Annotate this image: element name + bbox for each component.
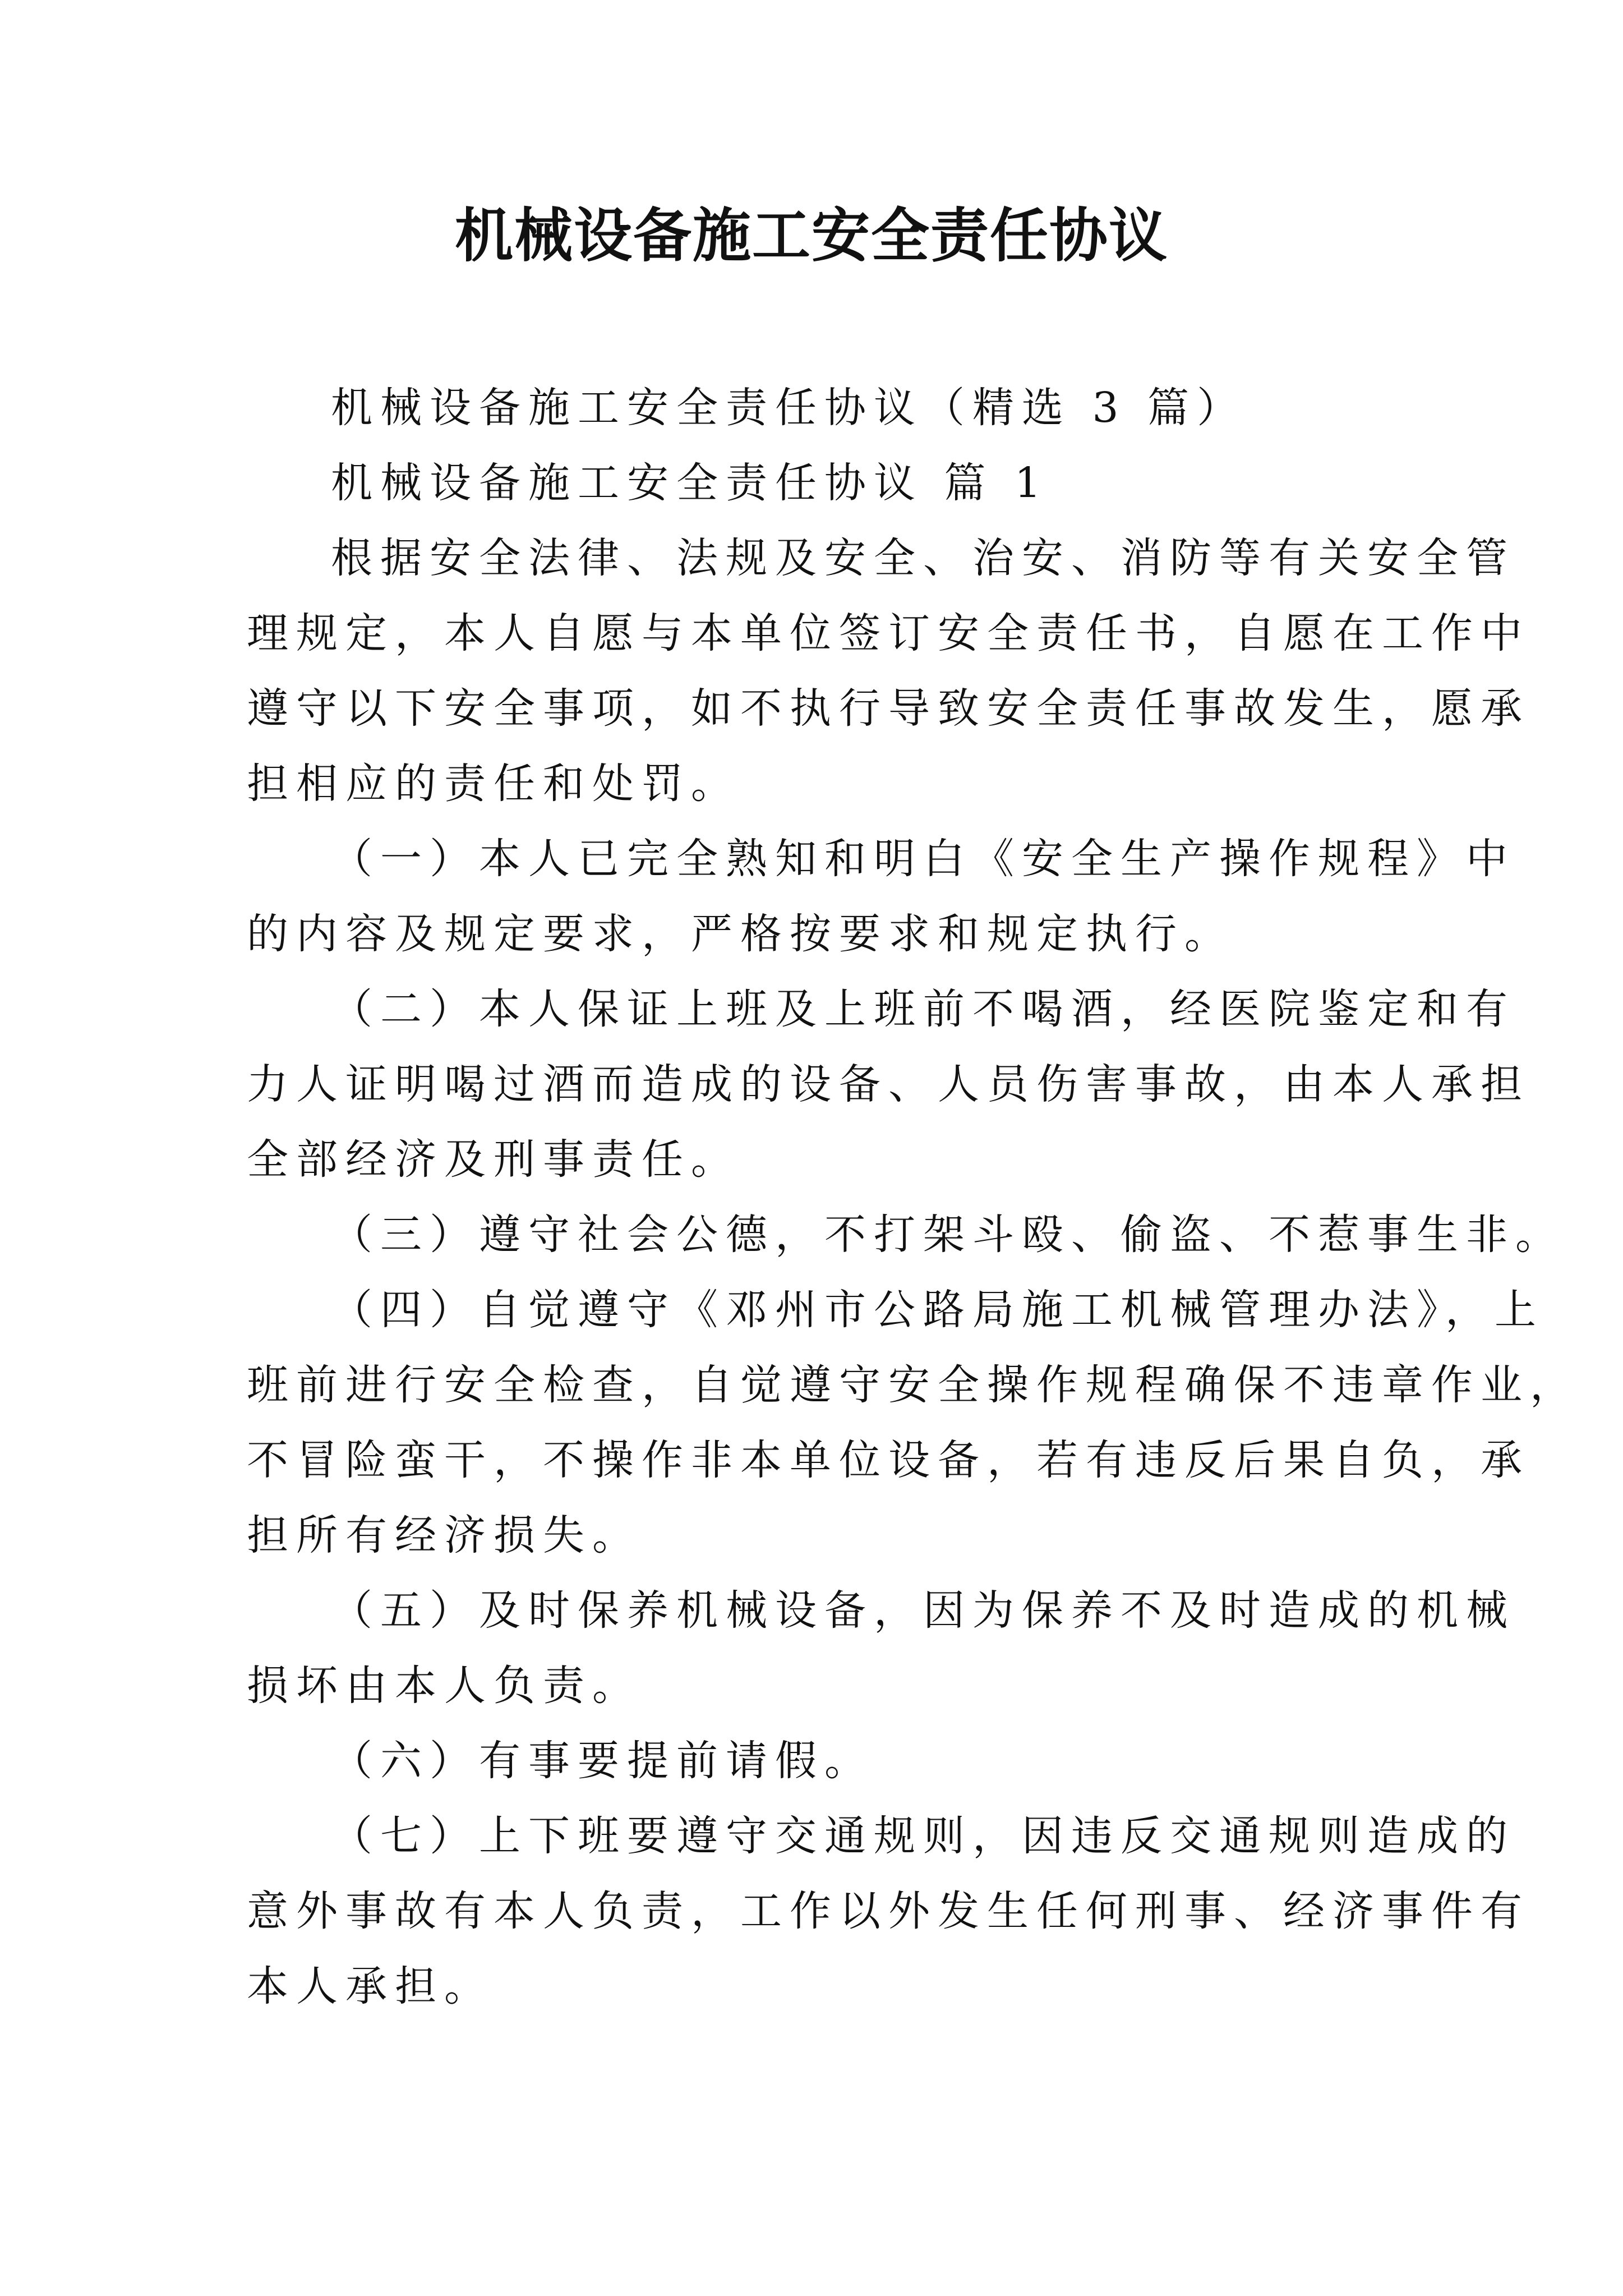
body-line: （六）有事要提前请假。 (331, 1737, 874, 1785)
body-line: 遵守以下安全事项，如不执行导致安全责任事故发生，愿承 (247, 684, 1530, 733)
body-line: 力人证明喝过酒而造成的设备、人员伤害事故，由本人承担 (247, 1060, 1530, 1108)
body-line: 根据安全法律、法规及安全、治安、消防等有关安全管 (331, 534, 1515, 582)
document-title: 机械设备施工安全责任协议 (454, 201, 1168, 270)
body-line: （五）及时保养机械设备，因为保养不及时造成的机械 (331, 1586, 1515, 1635)
body-line: （四）自觉遵守《邓州市公路局施工机械管理办法》，上 (331, 1286, 1544, 1334)
body-line: 意外事故有本人负责，工作以外发生任何刑事、经济事件有 (247, 1887, 1530, 1935)
body-line: 不冒险蛮干，不操作非本单位设备，若有违反后果自负，承 (247, 1436, 1530, 1484)
body-line: （一）本人已完全熟知和明白《安全生产操作规程》中 (331, 835, 1515, 883)
body-line: 担相应的责任和处罚。 (247, 760, 740, 808)
body-line: 本人承担。 (247, 1962, 494, 2010)
body-line: 机械设备施工安全责任协议 篇 1 (331, 459, 1049, 507)
body-line: 机械设备施工安全责任协议（精选 3 篇） (331, 384, 1247, 432)
body-line: 损坏由本人负责。 (247, 1662, 642, 1710)
body-line: 班前进行安全检查，自觉遵守安全操作规程确保不违章作业， (247, 1361, 1579, 1409)
body-line: 理规定，本人自愿与本单位签订安全责任书，自愿在工作中 (247, 609, 1530, 657)
document-body (247, 370, 1579, 2024)
body-line: （七）上下班要遵守交通规则，因违反交通规则造成的 (331, 1812, 1515, 1860)
body-line: （三）遵守社会公德，不打架斗殴、偷盗、不惹事生非。 (331, 1211, 1565, 1259)
body-line: 全部经济及刑事责任。 (247, 1135, 740, 1184)
body-line: （二）本人保证上班及上班前不喝酒，经医院鉴定和有 (331, 985, 1515, 1033)
body-line: 的内容及规定要求，严格按要求和规定执行。 (247, 910, 1234, 958)
body-line: 担所有经济损失。 (247, 1511, 642, 1559)
